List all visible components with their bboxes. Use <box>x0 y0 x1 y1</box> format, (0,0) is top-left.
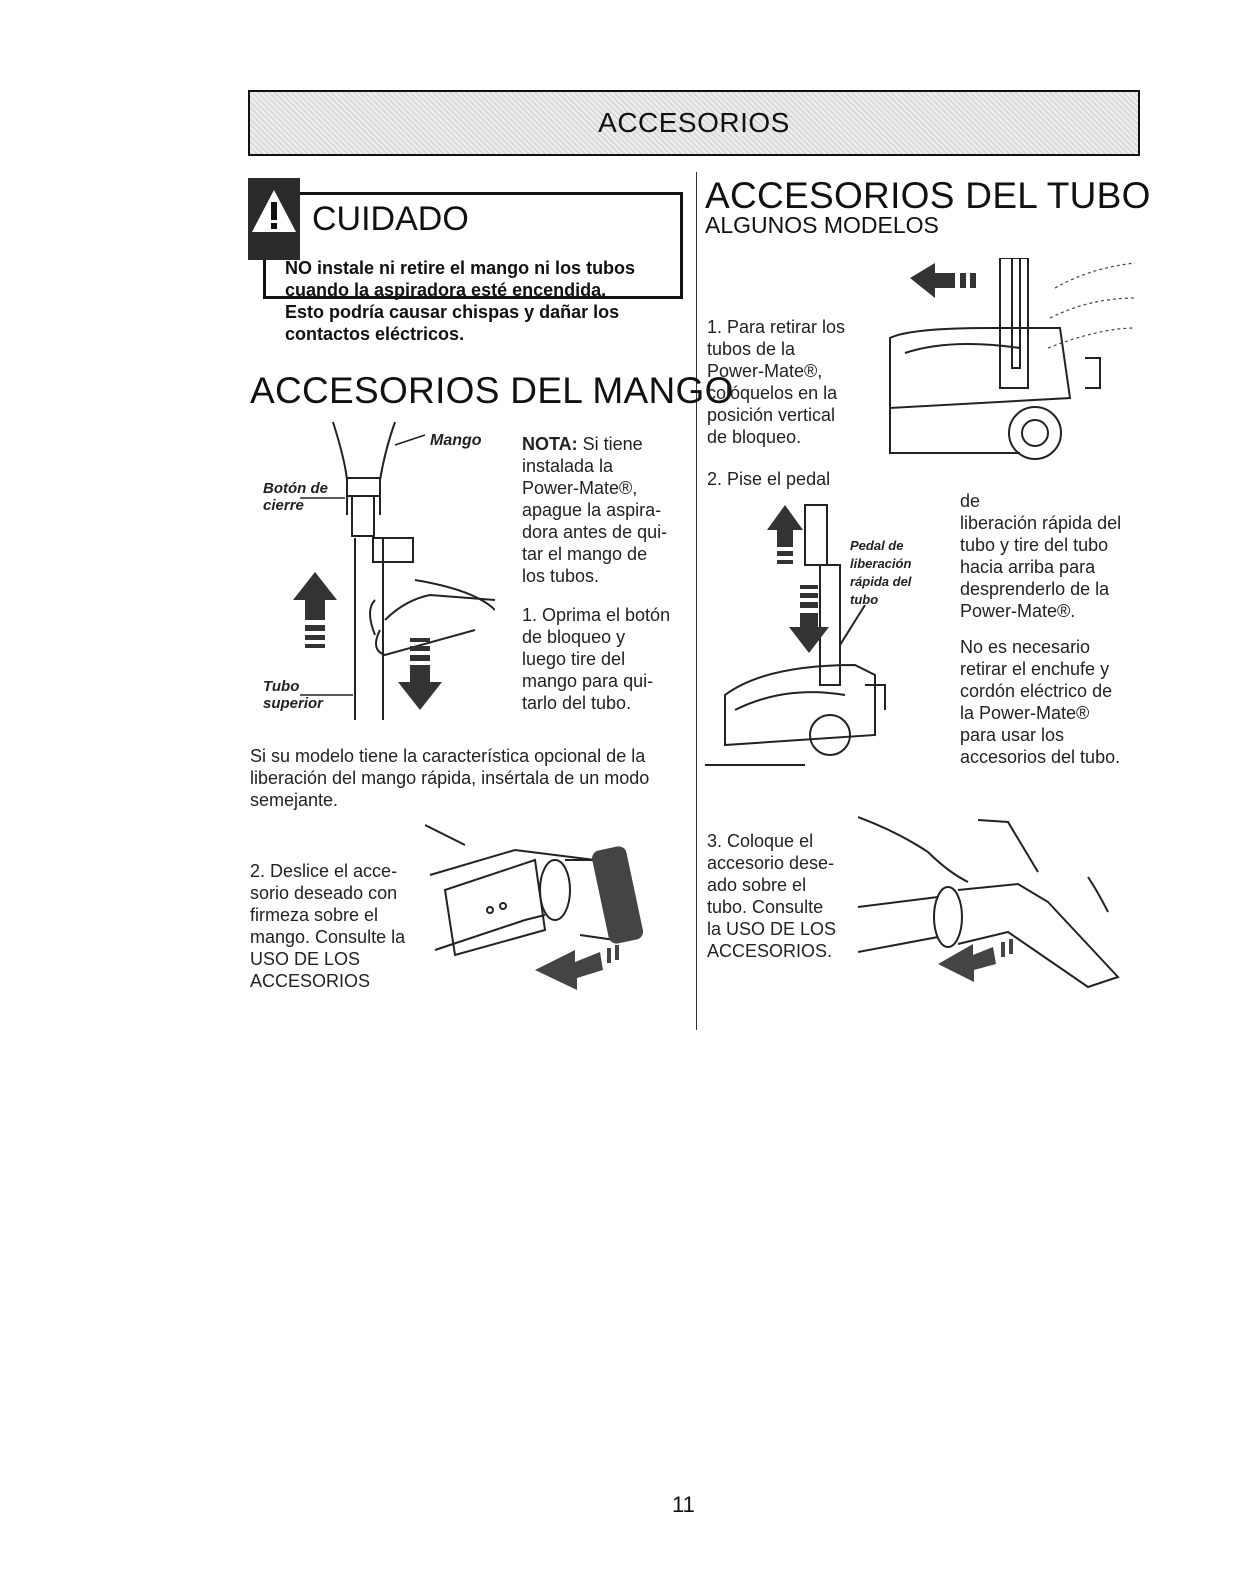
handle-step2-line: sorio deseado con <box>250 883 398 903</box>
handle-step1-line: de bloqueo y <box>522 627 626 647</box>
tube-step3-line: 3. Coloque el <box>707 831 814 851</box>
tube-step1-line: posición vertical <box>707 405 836 425</box>
tube-note-line: la Power-Mate® <box>960 703 1090 723</box>
nota-text-line: Power-Mate®, <box>522 478 638 498</box>
tube-step2-line: tubo y tire del tubo <box>960 535 1109 555</box>
nota-text-line: los tubos. <box>522 566 600 586</box>
boton-label-line2: cierre <box>263 497 304 514</box>
tubo-label-line1: Tubo <box>263 678 300 695</box>
section-header-title: ACCESORIOS <box>598 107 790 138</box>
caution-title: CUIDADO <box>312 200 469 238</box>
warning-icon <box>248 178 300 260</box>
section-header-banner <box>248 90 1140 156</box>
tube-step2-line: de <box>960 491 981 511</box>
tube-step1-line: tubos de la <box>707 339 796 359</box>
tube-step1-line: colóquelos en la <box>707 383 838 403</box>
nota-text-line: apague la aspira- <box>522 500 662 520</box>
handle-paragraph-line: semejante. <box>250 790 339 810</box>
tube-section-title: ACCESORIOS DEL TUBO <box>705 175 1151 216</box>
tube-note-line: No es necesario <box>960 637 1091 657</box>
nota-text-line: NOTA: Si tiene <box>522 434 643 454</box>
nota-label: NOTA: <box>522 434 578 454</box>
boton-label-line1: Botón de <box>263 480 328 497</box>
pedal-label-line: Pedal de <box>850 538 904 553</box>
tube-step3-line: tubo. Consulte <box>707 897 824 917</box>
tube-note-line: cordón eléctrico de <box>960 681 1113 701</box>
tube-note-line: retirar el enchufe y <box>960 659 1110 679</box>
tube-step2-line: hacia arriba para <box>960 557 1096 577</box>
pedal-label-line: rápida del <box>850 574 912 589</box>
handle-step2-line: mango. Consulte la <box>250 927 406 947</box>
tube-step1-line: Power-Mate®, <box>707 361 823 381</box>
tube-step2-line: liberación rápida del <box>960 513 1122 533</box>
tube-step1-line: de bloqueo. <box>707 427 802 447</box>
caution-text-line: contactos eléctricos. <box>285 324 465 344</box>
page-number: 11 <box>672 1492 695 1517</box>
caution-text-line: cuando la aspiradora esté encendida. <box>285 280 607 300</box>
tube-note-line: para usar los <box>960 725 1065 745</box>
tube-section-subtitle: ALGUNOS MODELOS <box>705 212 939 238</box>
handle-step2-line: ACCESORIOS <box>250 971 371 991</box>
brush-attachment-illustration <box>425 820 655 995</box>
handle-paragraph-line: liberación del mango rápida, insértala de un modo <box>250 768 650 788</box>
pedal-release-illustration <box>705 495 950 775</box>
mango-label: Mango <box>430 432 482 449</box>
tube-step1-line: 1. Para retirar los <box>707 317 846 337</box>
tube-step3-line: la USO DE LOS <box>707 919 837 939</box>
caution-text-line: Esto podría causar chispas y dañar los <box>285 302 620 322</box>
tube-step2-line: desprenderlo de la <box>960 579 1110 599</box>
tubo-label-line2: superior <box>263 695 324 712</box>
tube-step3-line: accesorio dese- <box>707 853 835 873</box>
nota-text-line: tar el mango de <box>522 544 648 564</box>
nota-text-line: instalada la <box>522 456 614 476</box>
caution-text-line: NO instale ni retire el mango ni los tubos <box>285 258 636 278</box>
handle-section-title: ACCESORIOS DEL MANGO <box>250 370 734 411</box>
handle-step1-line: 1. Oprima el botón <box>522 605 671 625</box>
tube-step2-line: 2. Pise el pedal <box>707 469 831 489</box>
handle-step1-line: mango para qui- <box>522 671 654 691</box>
tube-step3-line: ado sobre el <box>707 875 807 895</box>
column-divider <box>696 172 697 1030</box>
pedal-label-line: tubo <box>850 592 879 607</box>
handle-step2-line: firmeza sobre el <box>250 905 379 925</box>
handle-step2-line: 2. Deslice el acce- <box>250 861 398 881</box>
handle-step2-line: USO DE LOS <box>250 949 361 969</box>
handle-step1-line: tarlo del tubo. <box>522 693 632 713</box>
handle-paragraph-line: Si su modelo tiene la característica opcional de la <box>250 746 646 766</box>
tube-step3-line: ACCESORIOS. <box>707 941 833 961</box>
tube-note-line: accesorios del tubo. <box>960 747 1121 767</box>
crevice-tool-illustration <box>858 812 1133 1007</box>
pedal-label-line: liberación <box>850 556 912 571</box>
powermate-upright-illustration <box>870 258 1145 473</box>
nota-text-line: dora antes de qui- <box>522 522 668 542</box>
tube-step2-line: Power-Mate®. <box>960 601 1076 621</box>
handle-step1-line: luego tire del <box>522 649 626 669</box>
